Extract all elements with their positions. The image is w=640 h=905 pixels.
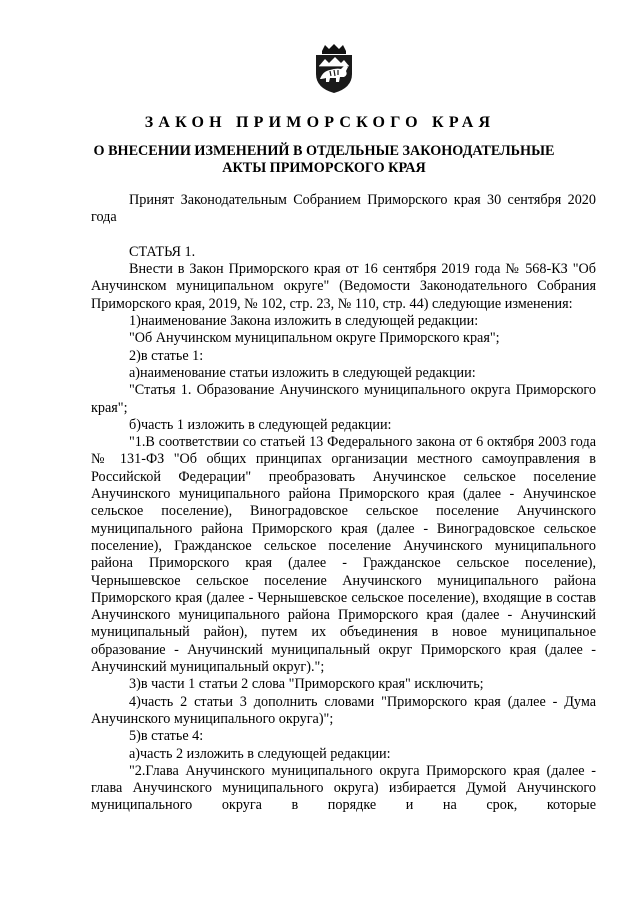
article-heading: СТАТЬЯ 1.: [129, 243, 196, 260]
paragraph: "1.В соответствии со статьей 13 Федерального закона от 6 октября 2003 года № 131-ФЗ "Об общих принципах организации местного самоуправления в Российской Федерации" преобразовать Анучинское сельское поселение Анучинского муниципального района Приморского края (далее - Анучинское сельское поселение), Виноградовское сельское поселение Анучинского муниципального района Приморского края (далее - Виноградовское сельское поселение), Гражданское сельское поселение Анучинского муниципального района Приморского края (далее - Гражданское сельское поселение), Чернышевское сельское поселение Анучинского муниципального района Приморского края (далее - Чернышевское сельское поселение), входящие в состав Анучинского муниципального района Приморского края (далее - Анучинский муниципальный район), путем их объединения в новое муниципальное образование - Анучинский муниципальный округ Приморского края (далее - Анучинский муниципальный округ).";: [91, 434, 596, 676]
paragraph: Внести в Закон Приморского края от 16 сентября 2019 года № 568-КЗ "Об Анучинском муниципальном округе" (Ведомости Законодательного Собрания Приморского края, 2019, № 102, стр. 23, № 110, стр. 44) следующие изменения:: [91, 261, 596, 312]
paragraph: "Об Анучинском муниципальном округе Приморского края";: [129, 330, 500, 347]
subtitle-line: О ВНЕСЕНИИ ИЗМЕНЕНИЙ В ОТДЕЛЬНЫЕ ЗАКОНОДАТЕЛЬНЫЕ: [93, 143, 555, 159]
paragraph: 2)в статье 1:: [129, 347, 204, 364]
paragraph: "2.Глава Анучинского муниципального округа Приморского края (далее - глава Анучинского муниципального округа) избирается Думой Анучинского муниципального округа в порядке и на срок, которые: [91, 762, 596, 814]
paragraph: а)часть 2 изложить в следующей редакции:: [129, 745, 391, 762]
subtitle-line: АКТЫ ПРИМОРСКОГО КРАЯ: [222, 160, 426, 176]
paragraph: а)наименование статьи изложить в следующей редакции:: [129, 364, 476, 381]
coat-of-arms-icon: [313, 44, 355, 94]
law-subtitle: [60, 143, 588, 177]
paragraph: б)часть 1 изложить в следующей редакции:: [129, 416, 392, 433]
law-body: [91, 192, 596, 815]
paragraph: 4)часть 2 статьи 3 дополнить словами "Приморского края (далее - Дума Анучинского муниципального округа)";: [91, 693, 596, 727]
law-title: ЗАКОН ПРИМОРСКОГО КРАЯ: [144, 114, 496, 131]
paragraph: 5)в статье 4:: [129, 728, 204, 745]
paragraph: 3)в части 1 статьи 2 слова "Приморского края" исключить;: [129, 676, 484, 693]
paragraph: "Статья 1. Образование Анучинского муниципального округа Приморского края";: [91, 382, 596, 416]
paragraph: 1)наименование Закона изложить в следующей редакции:: [129, 313, 479, 330]
adoption-statement: Принят Законодательным Собранием Приморского края 30 сентября 2020 года: [91, 192, 596, 226]
